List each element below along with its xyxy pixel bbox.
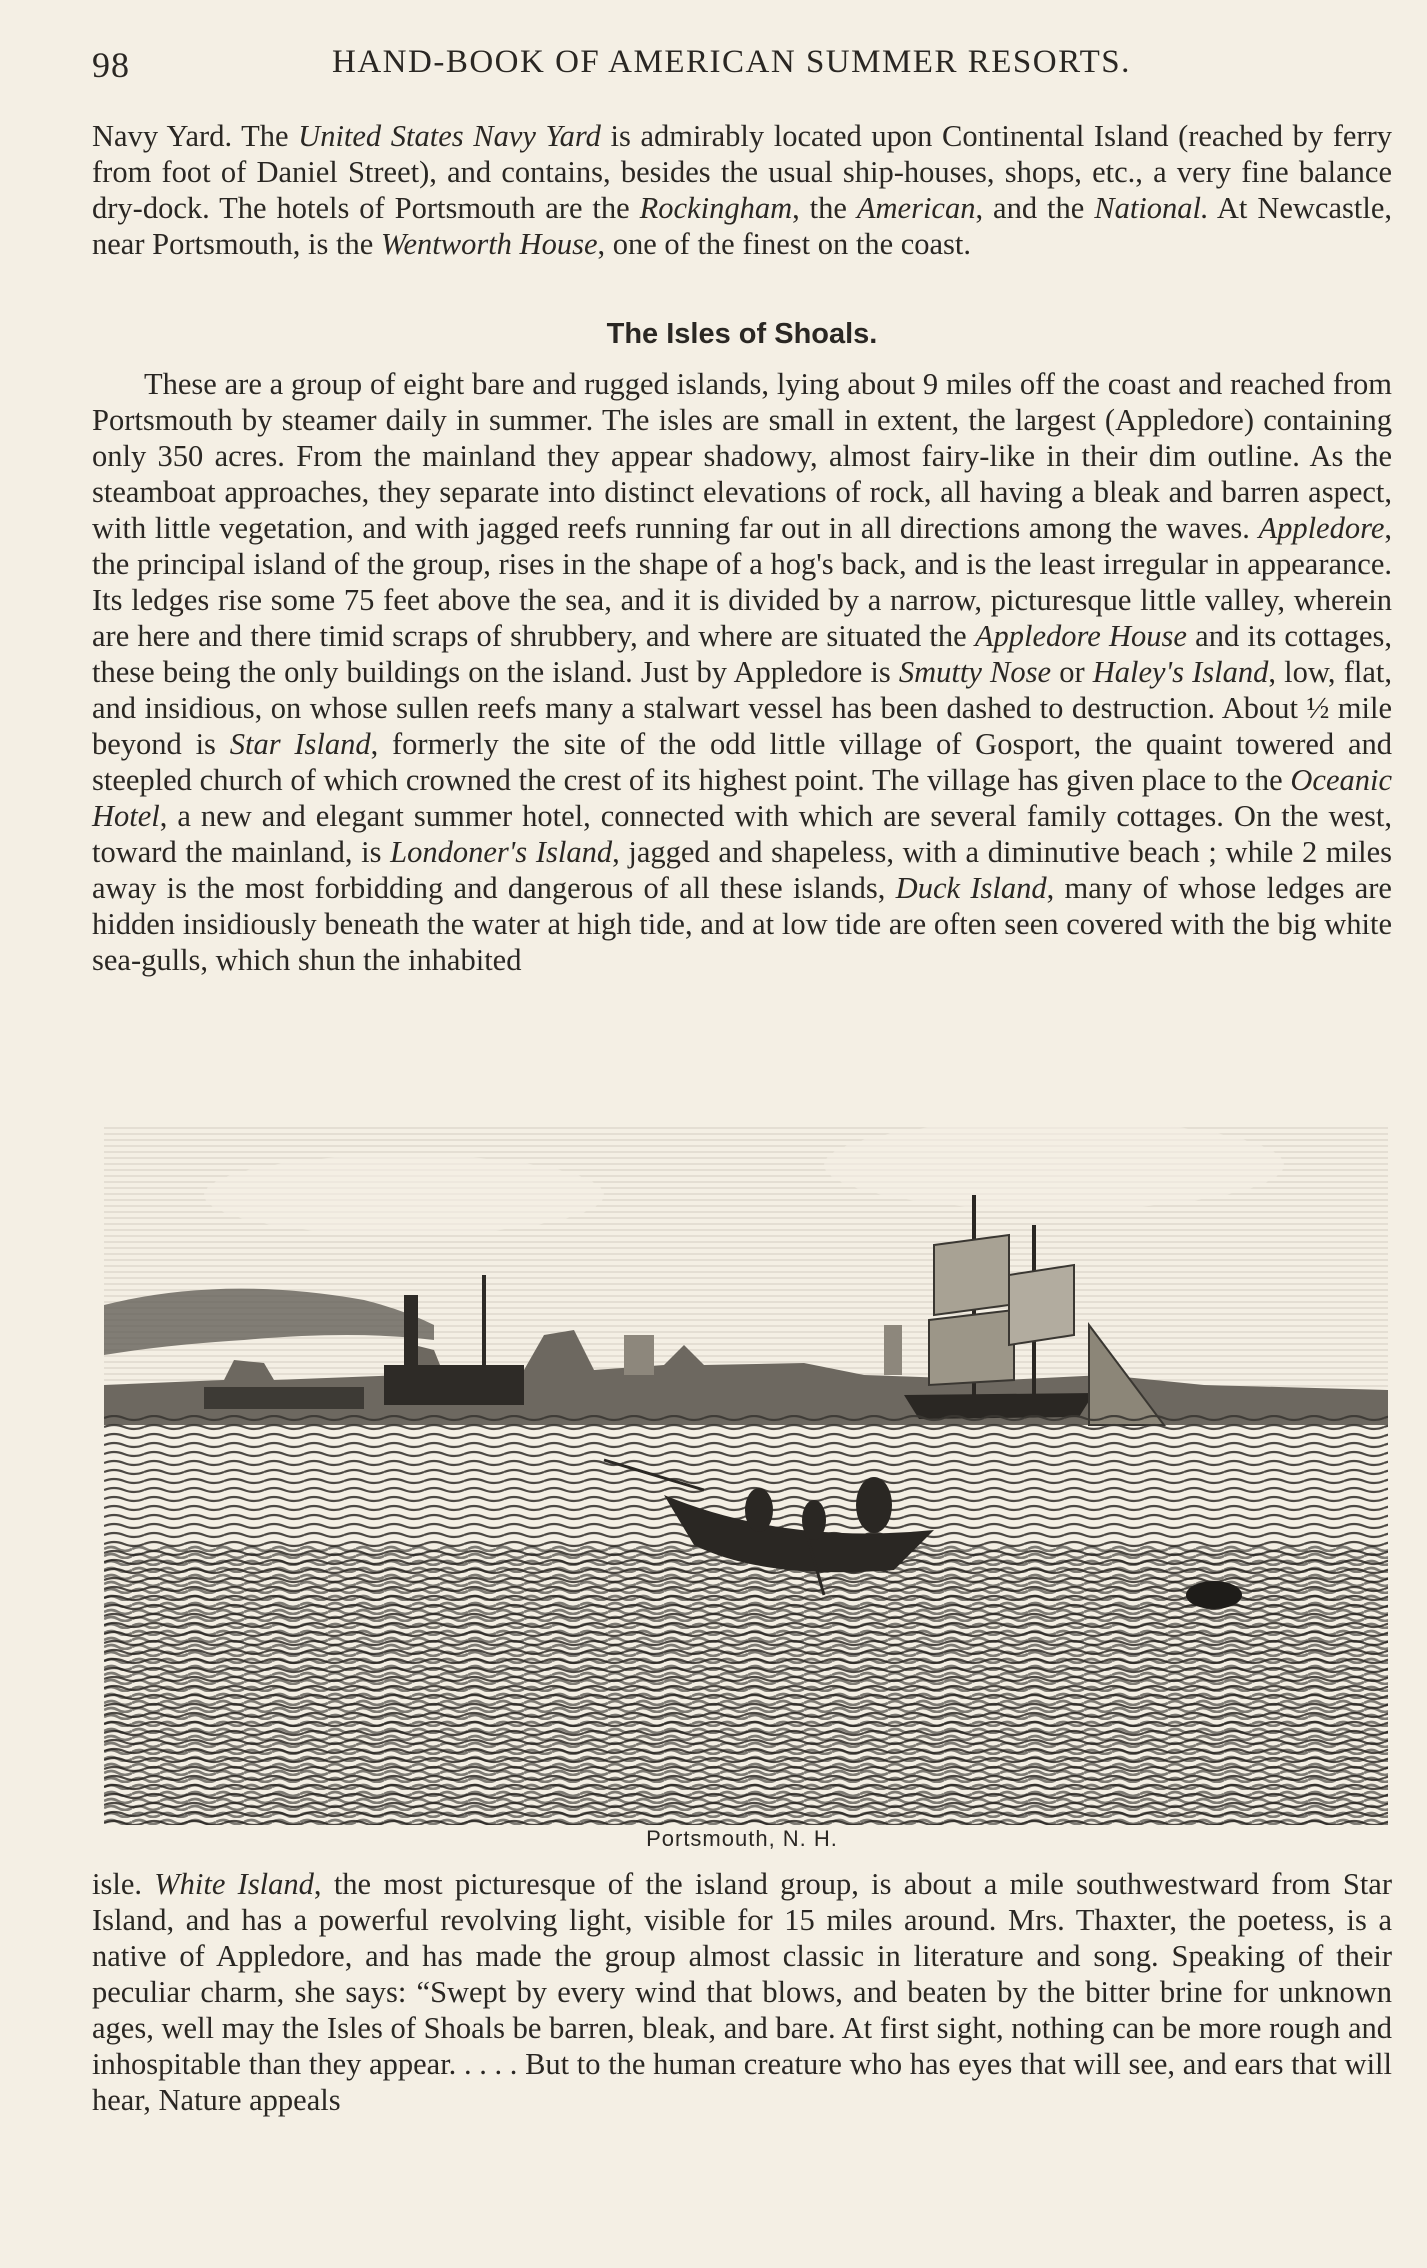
page-number: 98 (92, 45, 130, 85)
figure-caption: Portsmouth, N. H. (646, 1826, 838, 1851)
paragraph-white-island: isle. White Island, the most picturesque of the island group, is about a mile southwestward from Star Island, and has a powerful revolving light, visible for 15 miles around. Mrs. Thaxter, the poetess, is a native of Appledore, and has made the group almost classic in literature and song. Speaking of their peculiar charm, she says: “Swept by every wind that blows, and beaten by the bitter brine for unknown ages, well may the Isles of Shoals be barren, bleak, and bare. At first sight, nothing can be more rough and inhospitable than they appear. . . . . But to the human creature who has eyes that will see, and ears that will hear, Nature appeals (92, 1867, 1392, 2117)
section-heading: The Isles of Shoals. (606, 318, 878, 350)
engraving-illustration (104, 1125, 1388, 1835)
paragraph-navy-yard: Navy Yard. The United States Navy Yard is admirably located upon Continental Island (reached by ferry from foot of Daniel Street), and contains, besides the usual ship-houses, shops, etc., a very fine balance dry-dock. The hotels of Portsmouth are the Rockingham, the American, and the National. At Newcastle, near Portsmouth, is the Wentworth House, one of the finest on the coast. (92, 119, 1392, 261)
running-header (92, 44, 1392, 94)
running-title: HAND-BOOK OF AMERICAN SUMMER RESORTS. (332, 44, 1131, 80)
paragraph-isles-of-shoals: These are a group of eight bare and rugged islands, lying about 9 miles off the coast and reached from Portsmouth by steamer daily in summer. The isles are small in extent, the largest (Appledore) containing only 350 acres. From the mainland they appear shadowy, almost fairy-like in their dim outline. As the steamboat approaches, they separate into distinct elevations of rock, all having a bleak and barren aspect, with little vegetation, and with jagged reefs running far out in all directions among the waves. Appledore, the principal island of the group, rises in the shape of a hog's back, and is the least irregular in appearance. Its ledges rise some 75 feet above the sea, and it is divided by a narrow, picturesque little valley, wherein are here and there timid scraps of shrubbery, and where are situated the Appledore House and its cottages, these being the only buildings on the island. Just by Appledore is Smutty Nose or Haley's Island, low, flat, and insidious, on whose sullen reefs many a stalwart vessel has been dashed to destruction. About ½ mile beyond is Star Island, formerly the site of the odd little village of Gosport, the quaint towered and steepled church of which crowned the crest of its highest point. The village has given place to the Oceanic Hotel, a new and elegant summer hotel, connected with which are several family cottages. On the west, toward the mainland, is Londoner's Island, jagged and shapeless, with a diminutive beach ; while 2 miles away is the most forbidding and dangerous of all these islands, Duck Island, many of whose ledges are hidden insidiously beneath the water at high tide, and at low tide are often seen covered with the big white sea-gulls, which shun the inhabited (92, 367, 1393, 977)
harbor-engraving (104, 1125, 1388, 1825)
